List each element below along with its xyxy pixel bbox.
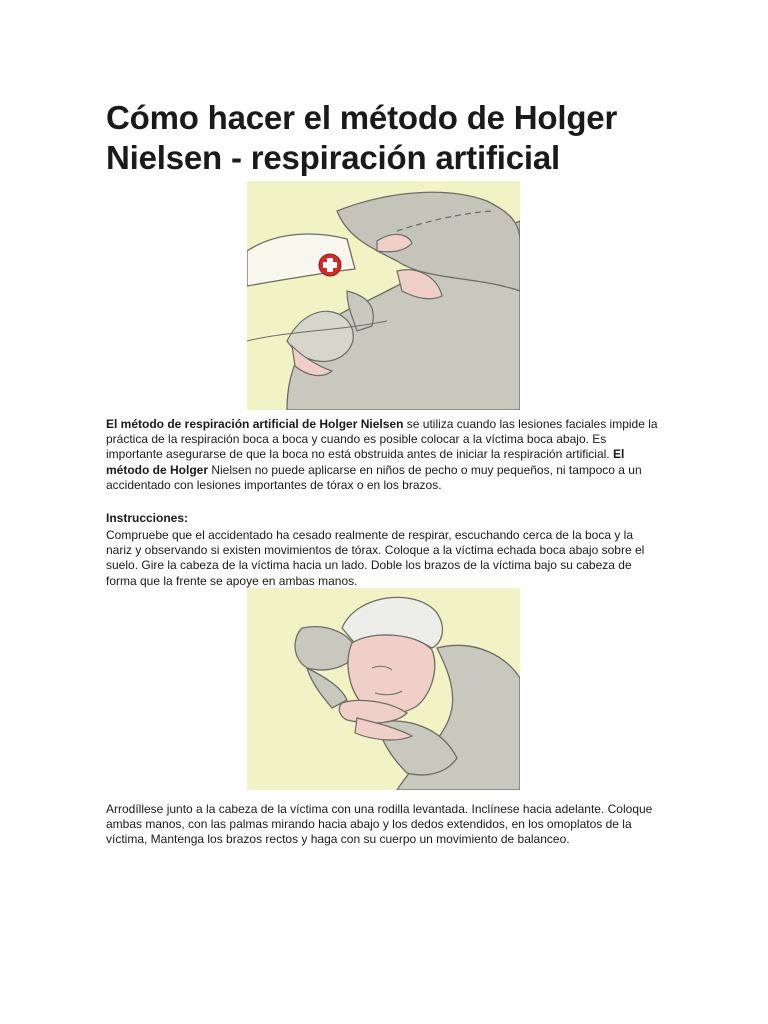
page-title: Cómo hacer el método de Holger Nielsen - respiración artificial <box>106 99 618 176</box>
intro-text-part1: se utiliza cuando las lesiones faciales impide la práctica de la respiración boca a boca y cuando es posible colocar a la víctima boca abajo. Es importante asegurarse de que la boca no está obstruida antes de iniciar la respiración artificial. <box>106 417 658 462</box>
intro-bold-method-short: El método de Holger <box>106 447 625 477</box>
illustration-rescuer-hands-on-back <box>247 181 520 410</box>
illustration-victim-head-on-hands <box>247 588 520 790</box>
kneel-instructions-paragraph: Arrodíllese junto a la cabeza de la víctima con una rodilla levantada. Inclínese hacia adelante. Coloque ambas manos, con las palmas mirando hacia abajo y los dedos extendidos, en los omoplatos de la víctima, Mantenga los brazos rectos y haga con su cuerpo un movimiento de balanceo. <box>106 802 653 847</box>
intro-paragraph <box>106 417 662 493</box>
rescuer-illustration-drawing <box>247 181 520 410</box>
intro-text-part2: Nielsen no puede aplicarse en niños de pecho o muy pequeños, ni tampoco a un accidentado con lesiones importantes de tórax o en los brazos. <box>106 462 642 492</box>
intro-bold-method-name: El método de respiración artificial de Holger Nielsen <box>106 417 404 431</box>
victim-illustration-drawing <box>247 588 520 790</box>
instructions-heading: Instrucciones: <box>106 511 189 525</box>
instructions-paragraph: Compruebe que el accidentado ha cesado realmente de respirar, escuchando cerca de la boca y la nariz y observando si existen movimientos de tórax. Coloque a la víctima echada boca abajo sobre el suelo. Gire la cabeza de la víctima hacia un lado. Doble los brazos de la víctima bajo su cabeza de forma que la frente se apoye en ambas manos. <box>106 528 645 588</box>
